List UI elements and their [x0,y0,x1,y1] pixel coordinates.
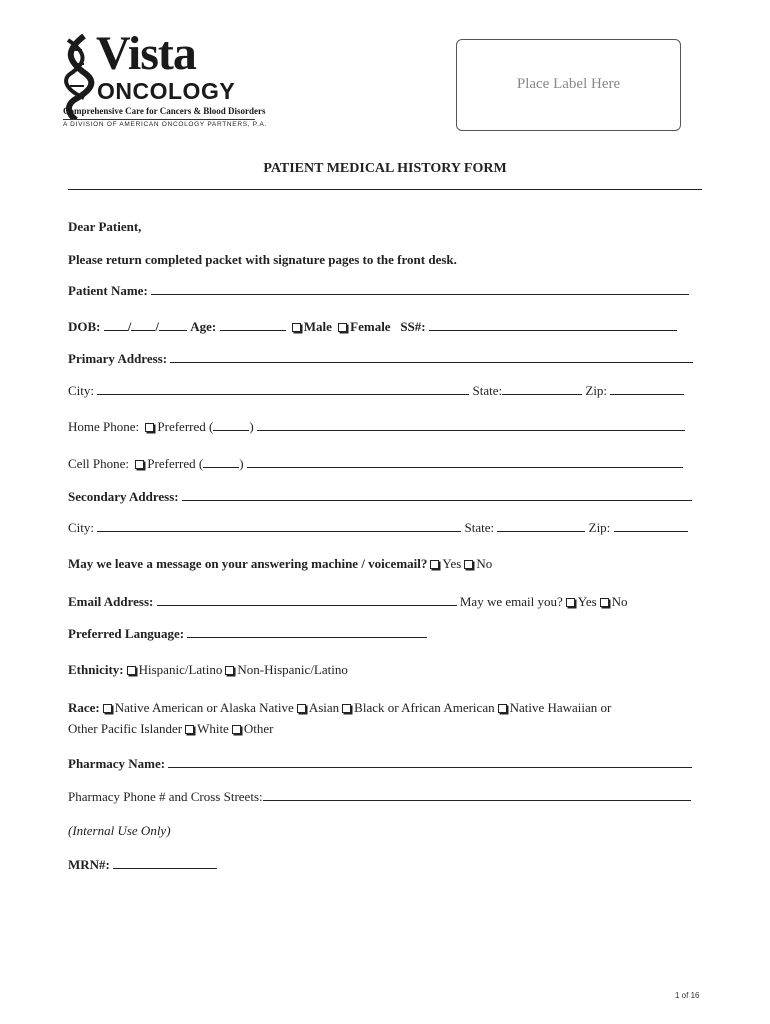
cell-preferred-checkbox[interactable] [135,460,144,469]
primary-address-row [68,352,693,365]
voicemail-question: May we leave a message on your answering machine / voicemail? [68,556,428,571]
cell-preferred-field[interactable] [203,457,239,468]
language-row [68,627,427,640]
other-race-label: Other [243,721,274,736]
mrn-field[interactable] [113,858,217,869]
state-label: State: [472,383,503,398]
non-hispanic-checkbox[interactable] [225,666,234,675]
ethnicity-row [68,663,348,676]
ss-label: SS#: [400,319,426,334]
pharmacy-name-field[interactable] [168,757,692,768]
ss-field[interactable] [429,320,677,331]
home-phone-label: Home Phone: [68,419,140,434]
native-hawaiian-label: Native Hawaiian or [509,700,612,715]
zip-label: Zip: [585,383,608,398]
dob-slash: / [155,319,159,334]
city-label: City: [68,383,95,398]
preferred-label: Preferred ( [157,419,214,434]
age-field[interactable] [220,320,286,331]
pharmacy-name-label: Pharmacy Name: [68,756,166,771]
home-phone-field[interactable] [257,420,685,431]
title-divider [68,189,702,190]
patient-name-label: Patient Name: [68,283,148,298]
preferred-label: Preferred ( [147,456,204,471]
secondary-state-field[interactable] [497,521,585,532]
primary-address-label: Primary Address: [68,351,168,366]
greeting: Dear Patient, [68,219,142,234]
dob-label: DOB: [68,319,101,334]
mrn-label: MRN#: [68,857,110,872]
race-label: Race: [68,700,100,715]
native-american-label: Native American or Alaska Native [114,700,294,715]
native-hawaiian-checkbox[interactable] [498,704,507,713]
home-preferred-checkbox[interactable] [145,423,154,432]
ethnicity-label: Ethnicity: [68,662,124,677]
email-yes-checkbox[interactable] [566,598,575,607]
instruction: Please return completed packet with signature pages to the front desk. [68,252,457,267]
dob-row [68,320,677,333]
other-race-checkbox[interactable] [232,725,241,734]
hispanic-checkbox[interactable] [127,666,136,675]
zip-field[interactable] [610,384,684,395]
male-checkbox[interactable] [292,323,301,332]
secondary-city-row [68,521,688,534]
primary-address-field[interactable] [170,352,693,363]
asian-label: Asian [308,700,340,715]
logo-vista-text: Vista [96,27,196,80]
paren: ) [239,456,244,471]
patient-name-row [68,284,689,297]
non-hispanic-label: Non-Hispanic/Latino [237,662,348,677]
male-label: Male [303,319,332,334]
secondary-address-row [68,490,692,503]
voicemail-row [68,557,492,570]
language-label: Preferred Language: [68,626,185,641]
dob-day-field[interactable] [131,320,155,331]
native-american-checkbox[interactable] [103,704,112,713]
logo-division-text: A DIVISION OF AMERICAN ONCOLOGY PARTNERS, P.A. [63,121,268,128]
pharmacy-name-row [68,757,692,770]
white-label: White [197,721,229,736]
race-row-continued [68,722,273,735]
email-label: Email Address: [68,594,154,609]
logo-oncology-text: ONCOLOGY [97,78,236,104]
dob-month-field[interactable] [104,320,128,331]
hispanic-label: Hispanic/Latino [138,662,223,677]
other-pacific-label: Other Pacific Islander [68,721,183,736]
dob-year-field[interactable] [159,320,187,331]
female-label: Female [350,319,391,334]
email-no-checkbox[interactable] [600,598,609,607]
primary-city-row [68,384,684,397]
page-number: 1 of 16 [675,991,700,1000]
dob-slash: / [127,319,132,334]
black-label: Black or African American [354,700,495,715]
pharmacy-phone-field[interactable] [263,790,691,801]
logo-tagline: Comprehensive Care for Cancers & Blood Disorders [63,106,266,116]
race-row [68,701,611,714]
language-field[interactable] [187,627,427,638]
no-label: No [476,556,493,571]
secondary-zip-field[interactable] [614,521,688,532]
age-label: Age: [190,319,217,334]
pharmacy-phone-label: Pharmacy Phone # and Cross Streets: [68,789,263,804]
secondary-address-field[interactable] [182,490,692,501]
home-phone-row [68,420,685,433]
email-field[interactable] [157,595,457,606]
internal-use-note: (Internal Use Only) [68,823,171,838]
no-label: No [611,594,628,609]
yes-label: Yes [577,594,597,609]
paren: ) [249,419,254,434]
secondary-address-label: Secondary Address: [68,489,179,504]
female-checkbox[interactable] [338,323,347,332]
form-title: PATIENT MEDICAL HISTORY FORM [263,161,507,176]
email-question: May we email you? [459,594,563,609]
patient-label-placeholder: Place Label Here [516,76,621,92]
logo-divider [63,119,255,120]
asian-checkbox[interactable] [297,704,306,713]
home-preferred-field[interactable] [213,420,249,431]
zip-label: Zip: [588,520,611,535]
white-checkbox[interactable] [185,725,194,734]
state-field[interactable] [502,384,582,395]
voicemail-no-checkbox[interactable] [464,560,473,569]
cell-phone-row [68,457,683,470]
voicemail-yes-checkbox[interactable] [430,560,439,569]
state-label: State: [464,520,495,535]
black-checkbox[interactable] [342,704,351,713]
secondary-city-field[interactable] [97,521,461,532]
yes-label: Yes [442,556,462,571]
email-row [68,595,628,608]
city-field[interactable] [97,384,469,395]
mrn-row [68,858,217,871]
cell-phone-label: Cell Phone: [68,456,130,471]
city-label: City: [68,520,95,535]
cell-phone-field[interactable] [247,457,683,468]
pharmacy-phone-row [68,790,691,803]
patient-name-field[interactable] [151,284,689,295]
